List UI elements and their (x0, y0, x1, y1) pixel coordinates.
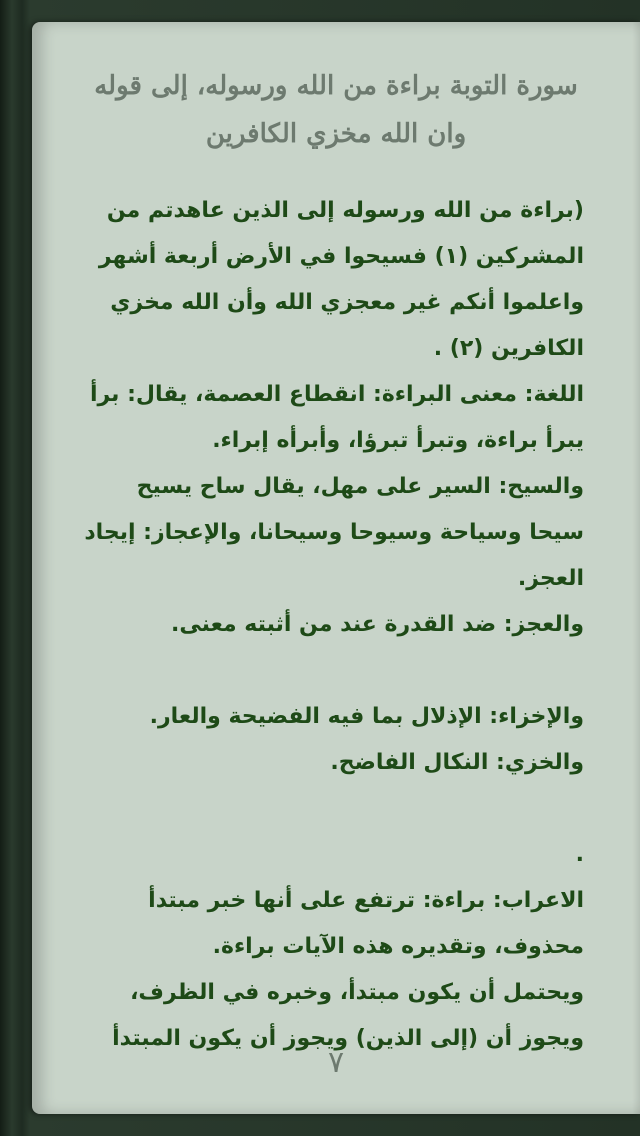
chapter-title: سورة التوبة براءة من الله ورسوله، إلى قوله وان الله مخزي الكافرين (94, 71, 578, 149)
paragraph-dot: . (575, 842, 584, 867)
page-text (78, 188, 584, 1051)
paragraph-sayh: والسيح: السير على مهل، يقال ساح يسيح سيحا وسياحة وسيوحا وسيحانا، والإعجاز: إيجاد العجز. (84, 474, 584, 591)
paragraph-ikhza: والإخزاء: الإذلال بما فيه الفضيحة والعار. (149, 704, 584, 729)
page[interactable] (32, 22, 640, 1114)
paragraph-ajz: والعجز: ضد القدرة عند من أثبته معنى. (170, 612, 584, 637)
paragraph-khizy: والخزي: النكال الفاضح. (330, 750, 584, 775)
paragraph-ihtimal: ويحتمل أن يكون مبتدأ، وخبره في الظرف، ويجوز أن (إلى الذين) ويجوز أن يكون المبتدأ (112, 980, 584, 1051)
verse-paragraph: (براءة من الله ورسوله إلى الذين عاهدتم من المشركين (١) فسيحوا في الأرض أربعة أشهر واعلموا أنكم غير معجزي الله وأن الله مخزي الكافرين (٢) . (98, 198, 584, 361)
page-number: ٧ (327, 1045, 345, 1080)
paragraph-irab: الاعراب: براءة: ترتفع على أنها خبر مبتدأ محذوف، وتقديره هذه الآيات براءة. (148, 888, 584, 959)
paragraph-lugha: اللغة: معنى البراءة: انقطاع العصمة، يقال: برأ يبرأ براءة، وتبرأ تبرؤا، وأبرأه إبراء. (89, 382, 584, 453)
